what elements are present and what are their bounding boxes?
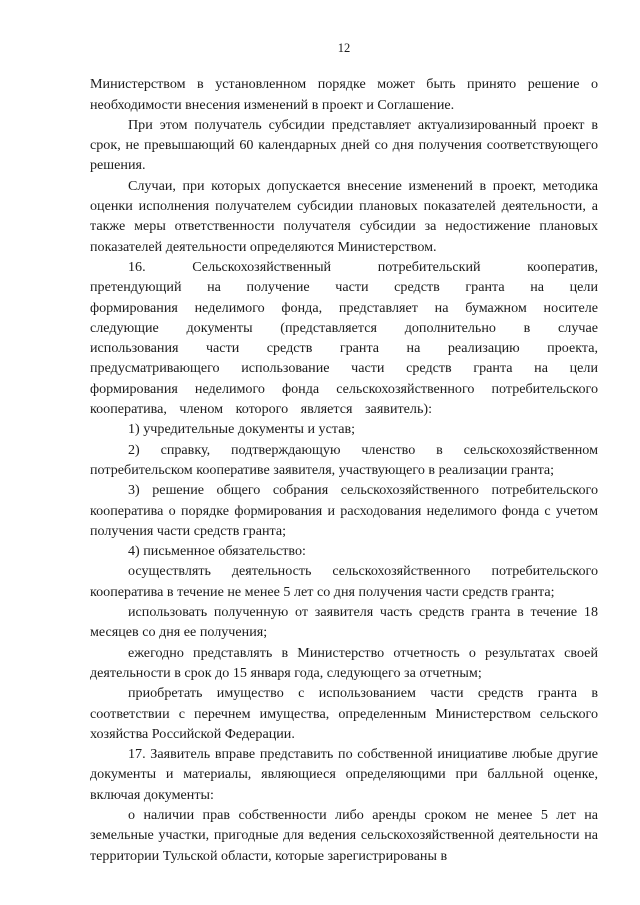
paragraph-change-cases: Случаи, при которых допускается внесение изменений в проект, методика оценки исполнения получателем субсидии плановых показателей деятельности, а также меры ответственности получателя субсидии за недостижение плановых показателей деятельности определяются Министерством.	[90, 177, 598, 255]
obligation-use-funds: использовать полученную от заявителя часть средств гранта в течение 18 месяцев со дня ее получения;	[90, 604, 598, 641]
list-item-general-meeting-decision: 3) решение общего собрания сельскохозяйственного потребительского кооператива о порядке формирования и расходования неделимого фонда с учетом получения части средств гранта;	[90, 482, 598, 539]
paragraph-item-16: 16. Сельскохозяйственный потребительский кооператив, претендующий на получение части средств гранта на цели формирования неделимого фонда, представляет на бумажном носителе следующие документы (представляется дополнительно в случае использования части средств гранта на реализацию проекта, предусматривающего использование части средств гранта на цели формирования неделимого фонда сельскохозяйственного потребительского кооператива, членом которого является заявитель):	[90, 258, 598, 418]
paragraph-item-17: 17. Заявитель вправе представить по собственной инициативе любые другие документы и материалы, являющиеся определяющими при балльной оценке, включая документы:	[90, 746, 598, 803]
paragraph-updated-project: При этом получатель субсидии представляет актуализированный проект в срок, не превышающий 60 календарных дней со дня получения соответствующего решения.	[90, 116, 598, 174]
list-item-membership-certificate: 2) справку, подтверждающую членство в сельскохозяйственном потребительском кооперативе заявителя, участвующего в реализации гранта;	[90, 441, 598, 478]
obligation-operate: осуществлять деятельность сельскохозяйственного потребительского кооператива в течение не менее 5 лет со дня получения части средств гранта;	[90, 563, 598, 600]
list-item-written-obligation: 4) письменное обязательство:	[128, 543, 306, 560]
obligation-report: ежегодно представлять в Министерство отчетность о результатах своей деятельности в срок до 15 января года, следующего за отчетным;	[90, 644, 598, 681]
list-item-charter: 1) учредительные документы и устав;	[128, 421, 356, 438]
obligation-acquire-property: приобретать имущество с использованием части средств гранта в соответствии с перечнем имущества, определенным Министерством сельского хозяйства Российской Федерации.	[90, 685, 598, 742]
page-number: 12	[337, 41, 351, 55]
paragraph-decision: Министерством в установленном порядке может быть принято решение о необходимости внесения изменений в проект и Соглашение.	[90, 76, 598, 113]
paragraph-land-rights: о наличии прав собственности либо аренды сроком не менее 5 лет на земельные участки, пригодные для ведения сельскохозяйственной деятельности на территории Тульской области, которые зарегистрированы в	[90, 806, 598, 864]
